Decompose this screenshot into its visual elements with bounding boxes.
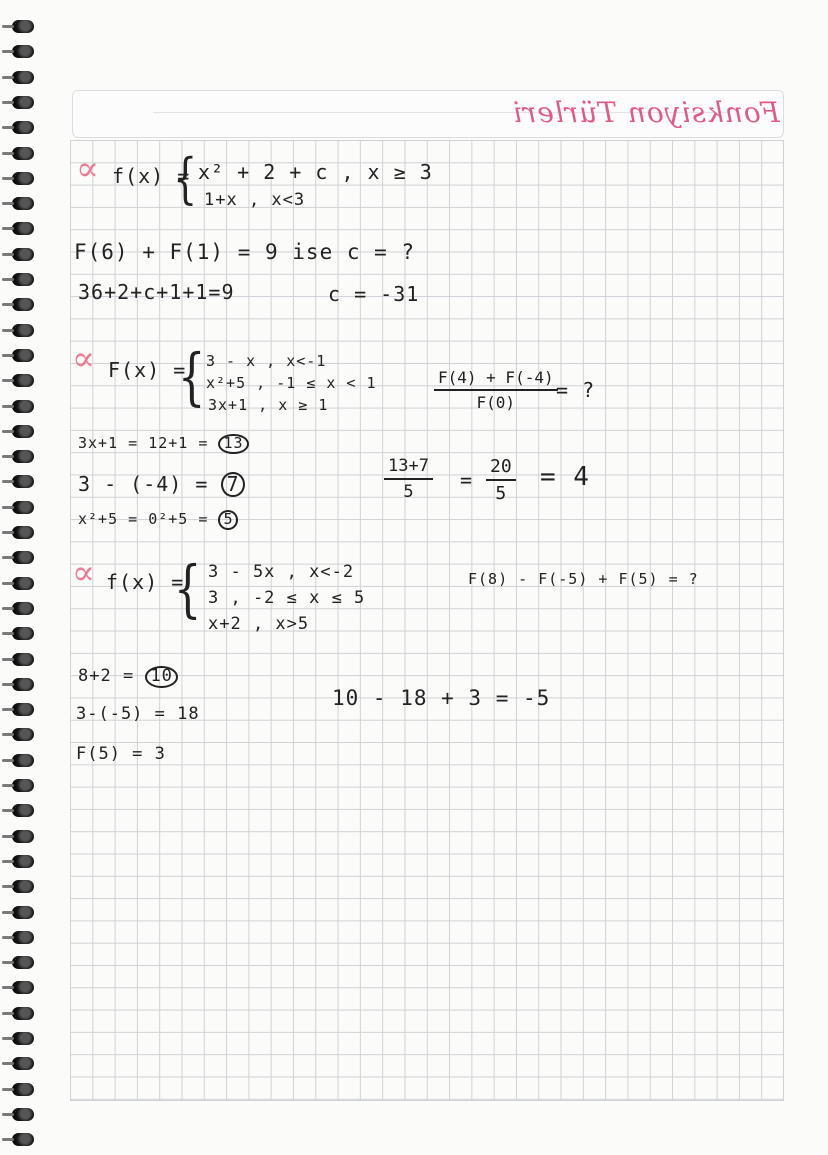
p1-case1: x² + 2 + c , x ≥ 3 bbox=[198, 160, 433, 184]
spiral-ring bbox=[12, 577, 34, 590]
spiral-ring bbox=[12, 298, 34, 311]
spiral-ring bbox=[12, 349, 34, 362]
spiral-ring bbox=[12, 779, 34, 792]
p2-case3: 3x+1 , x ≥ 1 bbox=[208, 396, 329, 414]
p2-r-denominator: 5 bbox=[403, 482, 414, 502]
spiral-ring bbox=[12, 248, 34, 261]
p1-question: F(6) + F(1) = 9 ise c = ? bbox=[74, 240, 416, 264]
spiral-ring bbox=[12, 1007, 34, 1020]
spiral-ring bbox=[12, 71, 34, 84]
p3-case2: 3 , -2 ≤ x ≤ 5 bbox=[208, 588, 366, 608]
p2-r-equals: = bbox=[460, 468, 474, 492]
spiral-ring bbox=[12, 830, 34, 843]
spiral-ring bbox=[12, 475, 34, 488]
spiral-ring bbox=[12, 45, 34, 58]
p3-case3: x+2 , x>5 bbox=[208, 614, 310, 634]
p2-q-mark: = ? bbox=[556, 378, 596, 402]
spiral-ring bbox=[12, 324, 34, 337]
spiral-ring bbox=[12, 1108, 34, 1121]
spiral-ring bbox=[12, 20, 34, 33]
p2-case1: 3 - x , x<-1 bbox=[206, 352, 327, 370]
spiral-ring bbox=[12, 678, 34, 691]
p3-work1: 8+2 = 10 bbox=[78, 666, 178, 688]
p2-work2-circled: 7 bbox=[221, 472, 244, 497]
p2-work3: x²+5 = 0²+5 = 5 bbox=[78, 510, 238, 530]
spiral-ring bbox=[12, 222, 34, 235]
spiral-ring bbox=[12, 450, 34, 463]
spiral-ring bbox=[12, 981, 34, 994]
p2-result-fraction2 bbox=[486, 456, 516, 504]
problem-marker-icon: ∝ bbox=[72, 339, 96, 379]
p1-answer: c = -31 bbox=[328, 282, 420, 306]
spiral-ring bbox=[12, 147, 34, 160]
problem-marker-icon: ∝ bbox=[76, 149, 100, 189]
spiral-ring bbox=[12, 197, 34, 210]
spiral-ring bbox=[12, 956, 34, 969]
p3-brace: { bbox=[173, 552, 202, 625]
spiral-ring bbox=[12, 172, 34, 185]
spiral-binding bbox=[0, 0, 40, 1155]
p2-r-numerator: 13+7 bbox=[384, 456, 433, 480]
spiral-ring bbox=[12, 1057, 34, 1070]
spiral-ring bbox=[12, 754, 34, 767]
p2-work1: 3x+1 = 12+1 = 13 bbox=[78, 434, 249, 454]
p1-brace: { bbox=[173, 147, 198, 210]
spiral-ring bbox=[12, 1083, 34, 1096]
p2-brace: { bbox=[177, 340, 206, 413]
p3-work1-circled: 10 bbox=[145, 666, 177, 688]
p3-result: 10 - 18 + 3 = -5 bbox=[332, 686, 551, 710]
p2-result-fraction1 bbox=[384, 456, 433, 502]
spiral-ring bbox=[12, 501, 34, 514]
spiral-ring bbox=[12, 121, 34, 134]
p2-work2: 3 - (-4) = 7 bbox=[78, 472, 245, 497]
p2-work3-circled: 5 bbox=[218, 510, 238, 530]
p3-lhs: f(x) = bbox=[106, 570, 185, 594]
p3-question: F(8) - F(-5) + F(5) = ? bbox=[468, 570, 699, 588]
p2-work1-circled: 13 bbox=[218, 434, 248, 454]
p2-r-denominator2: 5 bbox=[495, 483, 507, 504]
spiral-ring bbox=[12, 400, 34, 413]
p1-case2: 1+x , x<3 bbox=[204, 190, 306, 210]
spiral-ring bbox=[12, 627, 34, 640]
spiral-ring bbox=[12, 1133, 34, 1146]
spiral-ring bbox=[12, 653, 34, 666]
p2-q-numerator: F(4) + F(-4) bbox=[434, 368, 558, 391]
spiral-ring bbox=[12, 425, 34, 438]
p3-work3: F(5) = 3 bbox=[76, 744, 166, 764]
spiral-ring bbox=[12, 602, 34, 615]
spiral-ring bbox=[12, 703, 34, 716]
spiral-ring bbox=[12, 880, 34, 893]
problem-marker-icon: ∝ bbox=[72, 553, 96, 593]
spiral-ring bbox=[12, 1032, 34, 1045]
spiral-ring bbox=[12, 804, 34, 817]
p1-work: 36+2+c+1+1=9 bbox=[78, 280, 235, 304]
p2-result-answer: = 4 bbox=[540, 462, 590, 492]
spiral-ring bbox=[12, 855, 34, 868]
p2-r-numerator2: 20 bbox=[486, 456, 516, 481]
spiral-ring bbox=[12, 526, 34, 539]
p2-q-denominator: F(0) bbox=[476, 393, 516, 412]
spiral-ring bbox=[12, 728, 34, 741]
p2-case2: x²+5 , -1 ≤ x < 1 bbox=[206, 374, 377, 392]
p1-lhs: f(x) = bbox=[112, 164, 191, 188]
p2-lhs: F(x) = bbox=[108, 358, 187, 382]
spiral-ring bbox=[12, 906, 34, 919]
spiral-ring bbox=[12, 374, 34, 387]
p2-question-fraction bbox=[434, 368, 558, 412]
spiral-ring bbox=[12, 551, 34, 564]
p3-work2: 3-(-5) = 18 bbox=[76, 704, 200, 724]
spiral-ring bbox=[12, 96, 34, 109]
p3-case1: 3 - 5x , x<-2 bbox=[208, 562, 355, 582]
page-title: Fonksiyon Türleri bbox=[512, 96, 780, 129]
spiral-ring bbox=[12, 931, 34, 944]
spiral-ring bbox=[12, 273, 34, 286]
